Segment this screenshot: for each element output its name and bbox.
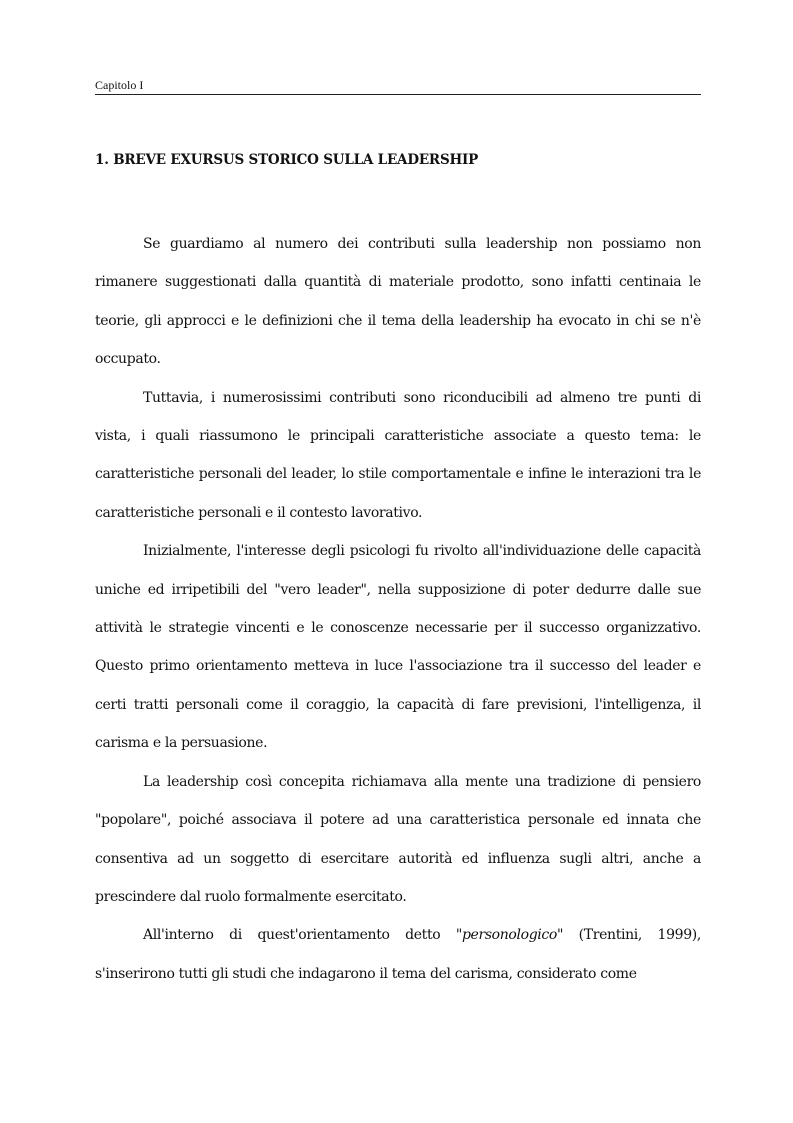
paragraph-1: Se guardiamo al numero dei contributi sulla leadership non possiamo non rimanere suggestionati dalla quantità di materiale prodotto, sono infatti centinaia le teorie, gli approcci e le definizioni che il tema della leadership ha evocato in chi se n'è occupato.: [95, 236, 701, 368]
paragraph-5: [95, 916, 701, 993]
emphasized-term: personologico: [461, 927, 558, 944]
paragraph-5-tail: " (Trentini, 1999), s'inserirono tutti gli studi che indagarono il tema del carisma, considerato come: [95, 927, 701, 982]
paragraph-3: Inizialmente, l'interesse degli psicologi fu rivolto all'individuazione delle capacità uniche ed irripetibili del "vero leader", nella supposizione di poter dedurre dalle sue attività le strategie vincenti e le conoscenze necessarie per il successo organizzativo. Questo primo orientamento metteva in luce l'associazione tra il successo del leader e certi tratti personali come il coraggio, la capacità di fare previsioni, l'intelligenza, il carisma e la persuasione.: [95, 543, 701, 752]
section-title: 1. BREVE EXURSUS STORICO SULLA LEADERSHIP: [95, 152, 479, 168]
chapter-label: Capitolo I: [95, 78, 144, 92]
paragraph-2: Tuttavia, i numerosissimi contributi sono riconducibili ad almeno tre punti di vista, i quali riassumono le principali caratteristiche associate a questo tema: le caratteristiche personali del leader, lo stile comportamentale e infine le interazioni tra le caratteristiche personali e il contesto lavorativo.: [95, 389, 701, 521]
paragraph-5-lead: All'interno di quest'orientamento detto ": [143, 927, 462, 944]
paragraph-4: La leadership così concepita richiamava alla mente una tradizione di pensiero "popolare", poiché associava il potere ad una caratteristica personale ed innata che consentiva ad un soggetto di esercitare autorità ed influenza sugli altri, anche a prescindere dal ruolo formalmente esercitato.: [95, 773, 701, 905]
body-text: [95, 225, 701, 993]
running-header: [95, 78, 701, 95]
